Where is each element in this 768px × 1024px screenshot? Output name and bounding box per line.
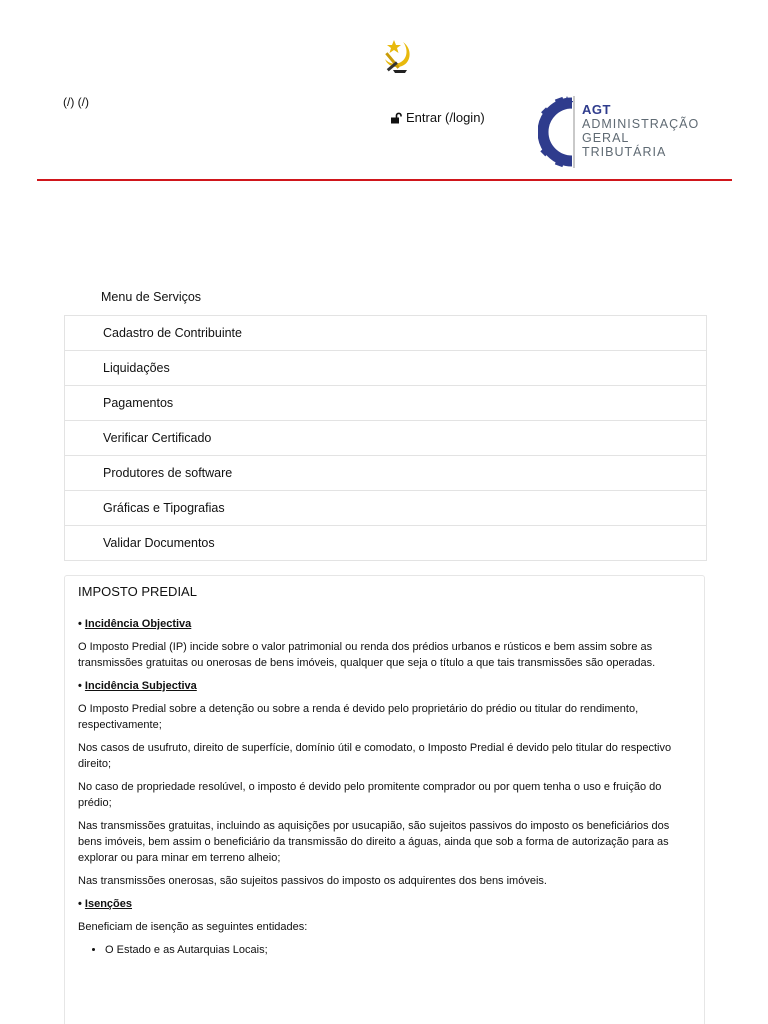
home-links[interactable] [63, 95, 89, 109]
angola-emblem-icon [381, 36, 415, 76]
menu-item-liquidacoes[interactable]: Liquidações [65, 351, 706, 386]
menu-item-graficas-tipografias[interactable]: Gráficas e Tipografias [65, 491, 706, 526]
section-heading-objectiva [78, 616, 696, 632]
services-menu [64, 315, 707, 561]
login-link[interactable] [390, 110, 485, 125]
heading-text: Isenções [84, 898, 133, 910]
menu-item-pagamentos[interactable]: Pagamentos [65, 386, 706, 421]
paragraph: Nos casos de usufruto, direito de superfície, domínio útil e comodato, o Imposto Predial é devido pelo titular do respectivo direito; [78, 742, 672, 770]
menu-title: Menu de Serviços [101, 290, 202, 304]
list-item: • O Estado e as Autarquias Locais; [105, 942, 696, 958]
exemptions-list [78, 942, 696, 958]
panel-content [78, 616, 696, 958]
section-heading-isencoes [78, 896, 696, 912]
header-divider [37, 179, 732, 181]
paragraph: Nas transmissões onerosas, são sujeitos passivos do imposto os adquirentes dos bens imóveis. [78, 875, 547, 887]
bullet: • [78, 618, 82, 630]
bullet: • [78, 898, 82, 910]
panel-title: IMPOSTO PREDIAL [78, 584, 197, 599]
menu-item-verificar-certificado[interactable]: Verificar Certificado [65, 421, 706, 456]
logo-line-3: TRIBUTÁRIA [582, 145, 667, 159]
menu-item-validar-documentos[interactable]: Validar Documentos [65, 526, 706, 561]
menu-item-cadastro[interactable]: Cadastro de Contribuinte [65, 316, 706, 351]
login-label: Entrar (/login) [406, 110, 485, 125]
menu-item-produtores-software[interactable]: Produtores de software [65, 456, 706, 491]
paragraph: No caso de propriedade resolúvel, o imposto é devido pelo promitente comprador ou por quem tenha o uso e fruição do prédio; [78, 781, 662, 809]
paragraph: O Imposto Predial (IP) incide sobre o valor patrimonial ou renda dos prédios urbanos e rústicos e bem assim sobre as transmissões gratuitas ou onerosas de bens imóveis, qualquer que seja o título a que tais transmissões são operadas. [78, 641, 656, 669]
heading-text: Incidência Subjectiva [84, 680, 197, 692]
unlock-icon [390, 112, 402, 124]
gear-icon [538, 94, 578, 170]
paragraph: O Imposto Predial sobre a detenção ou sobre a renda é devido pelo proprietário do prédio ou titular do rendimento, respectivamente; [78, 703, 639, 731]
home-link[interactable]: (/) (/) [63, 95, 89, 109]
heading-text: Incidência Objectiva [84, 618, 192, 630]
section-heading-subjectiva [78, 678, 696, 694]
paragraph: Beneficiam de isenção as seguintes entidades: [78, 921, 308, 933]
logo-line-1: ADMINISTRAÇÃO [582, 117, 700, 131]
logo-line-2: GERAL [582, 131, 630, 145]
agt-logo[interactable] [538, 94, 710, 170]
content-panel [64, 575, 705, 1024]
bullet: • [78, 680, 82, 692]
logo-abbr: AGT [582, 102, 611, 117]
paragraph: Nas transmissões gratuitas, incluindo as aquisições por usucapião, são sujeitos passivos do imposto os beneficiários dos bens imóveis, bem assim o beneficiário da transmissão do direito a águas, ainda que sob a forma de autorização para as explorar ou para minar em terreno alheio; [78, 820, 670, 864]
